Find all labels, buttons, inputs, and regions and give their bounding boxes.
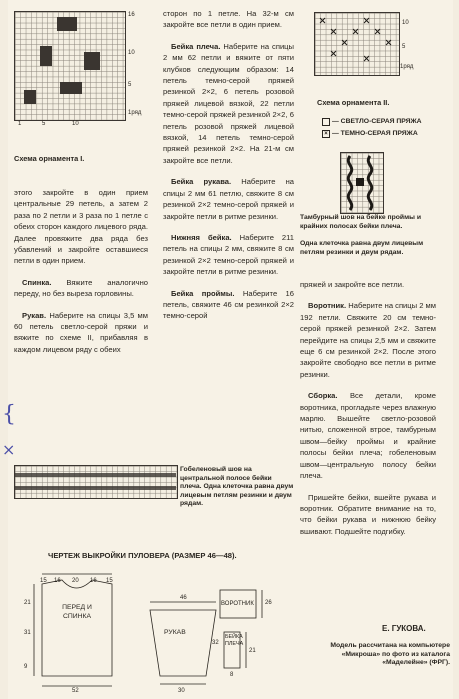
col1-paragraph-3: Рукав. Наберите на спицы 3,5 мм 60 петель светло-серой пряжи и вяжите по схеме II, прибавляя в каждом лицевом ряду с обеих — [14, 310, 148, 354]
column-3 — [300, 279, 436, 547]
dim-front-top-2: 16 — [54, 578, 61, 584]
dim-sleeve-top: 46 — [180, 595, 187, 601]
dim-shoulder-bottom: 8 — [230, 672, 234, 678]
cross-mark — [320, 18, 325, 23]
chart1-col-1: 1 — [18, 121, 22, 127]
col2-paragraph-1: Бейка плеча. Наберите на спицы 2 мм 62 петли и вяжите от пяти клубков следующим образом: 14 петель темно-серой пряжей резинкой 2×2, 6 петель розовой пряжей лицевой вязкой, 22 петли темно-серой пряжей резинкой 2×2, 6 петель розовой пряжей лицевой вязкой, 14 петель темно-серой пряжей резинкой 2×2. На 21-м см закройте все петли. — [163, 41, 294, 165]
pencil-mark: { — [2, 402, 16, 427]
tambour-chain-graphic — [340, 152, 382, 212]
chart2-caption: Схема орнамента II. — [317, 98, 390, 107]
col3-paragraph-3: Пришейте бейки, вшейте рукава и воротник. Обратите внимание на то, что бейки рукава и нижнюю бейку вшивают. Подшейте подгибку. — [300, 492, 436, 536]
pencil-mark: × — [2, 440, 16, 459]
col3-paragraph-2: Сборка. Все детали, кроме воротника, прогладьте через влажную марлю. Вышейте светло-розовой нитью, сложенной втрое, тамбурным швом—бейку проймы и крайние полосы бейки плеча; гобеленовым швом—центральную полосу бейки плеча. — [300, 391, 436, 481]
model-note: Модель рассчитана на компьютере «Микроша» по фото из каталога «Маделейне» (ФРГ). — [330, 642, 450, 667]
legend-dark: × — ТЕМНО-СЕРАЯ ПРЯЖА — [322, 130, 418, 139]
ornament-1-dark-block — [84, 52, 100, 70]
chart1-col-10: 10 — [72, 121, 79, 127]
dim-front-side-3: 9 — [24, 664, 28, 670]
gobelin-dark-band — [14, 473, 176, 477]
chart2-row-1: 1ряд — [400, 64, 414, 70]
col2-paragraph-2: Бейка рукава. Наберите на спицы 2 мм 61 петлю, свяжите 8 см резинкой 2×2 темно-серой пряжей и закройте петли в ритме резинки. — [163, 177, 294, 221]
chart1-row-10: 10 — [128, 50, 135, 56]
dim-sleeve-side: 32 — [212, 640, 219, 646]
cell-caption: Одна клеточка равна двум лицевым петлям резинки и двум рядам. — [300, 240, 424, 256]
pattern-drawing — [14, 566, 264, 696]
cross-mark — [375, 29, 380, 34]
dim-front-side-2: 31 — [24, 630, 31, 636]
cross-mark — [342, 40, 347, 45]
column-1 — [14, 187, 148, 365]
piece-collar-label: ВОРОТНИК — [221, 601, 254, 607]
col2-paragraph-4: Бейка проймы. Наберите 16 петель, свяжите 46 см резинкой 2×2 темно-серой — [163, 288, 294, 321]
col1-paragraph-2: Спинка. Вяжите аналогично переду, но без выреза горловины. — [14, 277, 148, 299]
piece-shoulder-label: БЕЙКА ПЛЕЧА — [225, 634, 244, 647]
chart2-row-10: 10 — [402, 20, 409, 26]
col2-paragraph-3: Нижняя бейка. Наберите 211 петель на спицы 2 мм, свяжите 8 см резинкой 2×2 темно-серой пряжей и закройте петли в ритме резинки. — [163, 232, 294, 277]
cross-mark — [353, 29, 358, 34]
dim-front-top-4: 16 — [90, 578, 97, 584]
chart1-row-5: 5 — [128, 82, 132, 88]
ornament-1-dark-block — [24, 90, 36, 104]
dim-collar-side: 26 — [265, 600, 272, 606]
column-2 — [163, 8, 294, 332]
piece-front-label: ПЕРЕД И СПИНКА — [62, 604, 92, 620]
col1-paragraph-1: этого закройте в один прием центральные 29 петель, а затем 2 раза по 2 петли и 3 раза по 1 петле с обеих сторон каждого лицевого ряда. Далее провяжите два ряда без убавлений и закройте оставшиеся петли в один прием. — [14, 188, 148, 266]
dim-front-top-1: 15 — [40, 578, 47, 584]
cross-mark — [364, 56, 369, 61]
legend-empty-icon — [322, 118, 330, 126]
gobelin-stitch-chart — [14, 465, 178, 499]
cross-mark — [331, 29, 336, 34]
pattern-title: ЧЕРТЕЖ ВЫКРОЙКИ ПУЛОВЕРА (РАЗМЕР 46—48). — [48, 551, 237, 560]
gobelin-caption: Гобеленовый шов на центральной полосе бейки плеча. Одна клеточка равна двум лицевым петлям резинки и двум рядам. — [180, 466, 294, 508]
col3-paragraph-0: пряжей и закройте все петли. — [300, 280, 405, 289]
chart1-col-5: 5 — [42, 121, 46, 127]
chart1-caption: Схема орнамента I. — [14, 154, 85, 163]
dim-shoulder-side: 21 — [249, 648, 256, 654]
chart2-row-5: 5 — [402, 44, 406, 50]
legend-cross-icon: × — [322, 130, 330, 138]
ornament-1-dark-block — [40, 46, 52, 66]
gobelin-dark-band — [14, 486, 176, 490]
chart1-row-1: 1ряд — [128, 110, 142, 116]
col3-paragraph-1: Воротник. Наберите на спицы 2 мм 192 петли. Свяжите 20 см темно-серой пряжей резинкой 2×2. Затем перейдите на спицы 2,5 мм и свяжите еще 6 см резинкой 2×2. После этого закройте свободно все петли в ритме резинки. — [300, 301, 436, 379]
tambour-caption: Тамбурный шов на бейке проймы и крайних полосах бейки плеча. — [300, 214, 421, 230]
cross-mark — [386, 40, 391, 45]
dim-sleeve-bottom: 30 — [178, 688, 185, 694]
dim-front-side-1: 21 — [24, 600, 31, 606]
piece-sleeve-label: РУКАВ — [164, 629, 186, 636]
legend-light: — СВЕТЛО-СЕРАЯ ПРЯЖА — [322, 118, 422, 127]
dim-front-bottom: 52 — [72, 688, 79, 694]
dim-front-top-3: 20 — [72, 578, 79, 584]
dim-front-top-5: 15 — [106, 578, 113, 584]
cross-mark — [364, 18, 369, 23]
col2-paragraph-0: сторон по 1 петле. На 32-м см закройте все петли в один прием. — [163, 9, 294, 30]
cross-mark — [331, 51, 336, 56]
chart1-row-16: 16 — [128, 12, 135, 18]
author-signature: Е. ГУКОВА. — [382, 624, 426, 633]
ornament-1-dark-block — [57, 17, 77, 31]
ornament-1-dark-block — [60, 82, 82, 94]
